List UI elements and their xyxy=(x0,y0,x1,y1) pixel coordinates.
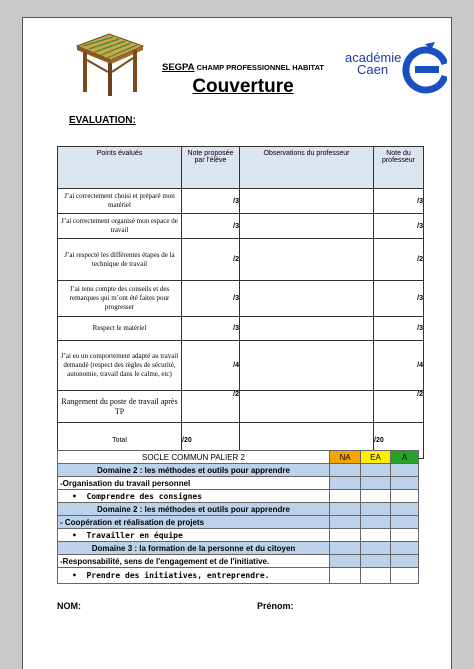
table-header-row xyxy=(58,147,424,189)
observation-field[interactable] xyxy=(240,239,374,281)
academie-text xyxy=(345,52,401,76)
student-score-field[interactable]: /3 xyxy=(182,281,240,317)
blank-cell xyxy=(330,464,361,477)
header-observations: Observations du professeur xyxy=(240,147,374,189)
domain-row xyxy=(58,464,419,477)
header-points: Points évalués xyxy=(58,147,182,189)
subdomain-title: - Coopération et réalisation de projets xyxy=(58,516,330,529)
student-score-field[interactable]: /2 xyxy=(182,391,240,423)
socle-table xyxy=(57,450,419,584)
observation-field[interactable] xyxy=(240,214,374,239)
page-title: Couverture xyxy=(192,76,294,97)
competence-item xyxy=(58,568,330,584)
ea-checkbox[interactable] xyxy=(361,568,391,584)
teacher-score-field[interactable]: /2 xyxy=(374,391,424,423)
point-text: J’ai eu un comportement adapté au travail demandé (respect des règles de sécurité, autonomie, travail dans le calme, etc) xyxy=(58,341,182,391)
bullet-icon: • xyxy=(72,491,77,501)
teacher-score-field[interactable]: /3 xyxy=(374,214,424,239)
academie-line1: académie xyxy=(345,50,402,65)
subdomain-row xyxy=(58,477,419,490)
socle-title: SOCLE COMMUN PALIER 2 xyxy=(58,451,330,464)
subdomain-row xyxy=(58,555,419,568)
teacher-score-field[interactable]: /3 xyxy=(374,317,424,341)
point-text: Rangement du poste de travail après TP xyxy=(58,391,182,423)
a-checkbox[interactable] xyxy=(391,490,419,503)
observation-field[interactable] xyxy=(240,391,374,423)
point-text: J’ai correctement organisé mon espace de travail xyxy=(58,214,182,239)
blank-cell xyxy=(330,516,361,529)
observation-field[interactable] xyxy=(240,341,374,391)
level-a: A xyxy=(391,451,419,464)
academie-e-logo-icon xyxy=(401,42,447,94)
table-row xyxy=(58,214,424,239)
na-checkbox[interactable] xyxy=(330,568,361,584)
domain-title: Domaine 3 : la formation de la personne et du citoyen xyxy=(58,542,330,555)
header-subtitle xyxy=(153,62,333,73)
competence-item xyxy=(58,490,330,503)
competence-item xyxy=(58,529,330,542)
point-text: J’ai respecté les différentes étapes de la technique de travail xyxy=(58,239,182,281)
level-na: NA xyxy=(330,451,361,464)
table-row xyxy=(58,341,424,391)
blank-cell xyxy=(330,542,361,555)
domain-title: Domaine 2 : les méthodes et outils pour apprendre xyxy=(58,464,330,477)
ea-checkbox[interactable] xyxy=(361,490,391,503)
domain-row xyxy=(58,542,419,555)
competence-label: Prendre des initiatives, entreprendre. xyxy=(86,571,270,580)
teacher-score-field[interactable]: /4 xyxy=(374,341,424,391)
roof-frame-icon xyxy=(75,32,145,98)
blank-cell xyxy=(361,542,391,555)
table-row xyxy=(58,239,424,281)
ea-checkbox[interactable] xyxy=(361,529,391,542)
evaluation-table xyxy=(57,146,424,459)
domain-row xyxy=(58,503,419,516)
teacher-score-field[interactable]: /3 xyxy=(374,189,424,214)
competence-row xyxy=(58,490,419,503)
point-text: J’ai correctement choisi et préparé mon matériel xyxy=(58,189,182,214)
champ-label: CHAMP PROFESSIONNEL HABITAT xyxy=(196,63,325,72)
table-row xyxy=(58,281,424,317)
point-text: Respect le matériel xyxy=(58,317,182,341)
academie-line2: Caen xyxy=(357,62,389,77)
blank-cell xyxy=(330,555,361,568)
blank-cell xyxy=(391,555,419,568)
observation-field[interactable] xyxy=(240,189,374,214)
subdomain-title: -Responsabilité, sens de l'engagement et de l'initiative. xyxy=(58,555,330,568)
competence-label: Travailler en équipe xyxy=(86,530,183,540)
competence-row xyxy=(58,568,419,584)
blank-cell xyxy=(361,477,391,490)
table-row xyxy=(58,189,424,214)
evaluation-label: EVALUATION: xyxy=(69,115,136,126)
student-score-field[interactable]: /3 xyxy=(182,189,240,214)
student-score-field[interactable]: /2 xyxy=(182,239,240,281)
bullet-icon: • xyxy=(72,530,77,540)
blank-cell xyxy=(391,477,419,490)
blank-cell xyxy=(391,542,419,555)
socle-header-row xyxy=(58,451,419,464)
blank-cell xyxy=(361,464,391,477)
student-score-field[interactable]: /3 xyxy=(182,317,240,341)
subdomain-row xyxy=(58,516,419,529)
header-note-eleve: Note proposée par l’élève xyxy=(182,147,240,189)
level-ea: EA xyxy=(361,451,391,464)
blank-cell xyxy=(391,464,419,477)
teacher-score-field[interactable]: /2 xyxy=(374,239,424,281)
blank-cell xyxy=(361,516,391,529)
teacher-total-field[interactable]: /20 xyxy=(374,423,424,459)
observation-field[interactable] xyxy=(240,281,374,317)
na-checkbox[interactable] xyxy=(330,490,361,503)
teacher-score-field[interactable]: /3 xyxy=(374,281,424,317)
a-checkbox[interactable] xyxy=(391,568,419,584)
blank-cell xyxy=(330,477,361,490)
blank-cell xyxy=(361,503,391,516)
blank-cell xyxy=(361,555,391,568)
nom-label: NOM: xyxy=(57,601,81,611)
blank-cell xyxy=(330,503,361,516)
point-text: J’ai tenu compte des conseils et des remarques qui m’ont été faites pour progresser xyxy=(58,281,182,317)
a-checkbox[interactable] xyxy=(391,529,419,542)
header-note-prof: Note du professeur xyxy=(374,147,424,189)
observation-field[interactable] xyxy=(240,317,374,341)
bullet-icon: • xyxy=(72,571,77,580)
evaluation-sheet xyxy=(22,17,452,669)
student-score-field[interactable]: /4 xyxy=(182,341,240,391)
domain-title: Domaine 2 : les méthodes et outils pour apprendre xyxy=(58,503,330,516)
competence-row xyxy=(58,529,419,542)
table-row xyxy=(58,317,424,341)
subdomain-title: -Organisation du travail personnel xyxy=(58,477,330,490)
prenom-label: Prénom: xyxy=(257,601,294,611)
student-total-field[interactable]: /20 xyxy=(182,423,240,459)
segpa-label: SEGPA xyxy=(161,62,195,73)
blank-cell xyxy=(391,516,419,529)
blank-cell xyxy=(391,503,419,516)
table-row xyxy=(58,391,424,423)
na-checkbox[interactable] xyxy=(330,529,361,542)
total-label: Total xyxy=(58,423,182,459)
student-score-field[interactable]: /3 xyxy=(182,214,240,239)
competence-label: Comprendre des consignes xyxy=(86,491,203,501)
